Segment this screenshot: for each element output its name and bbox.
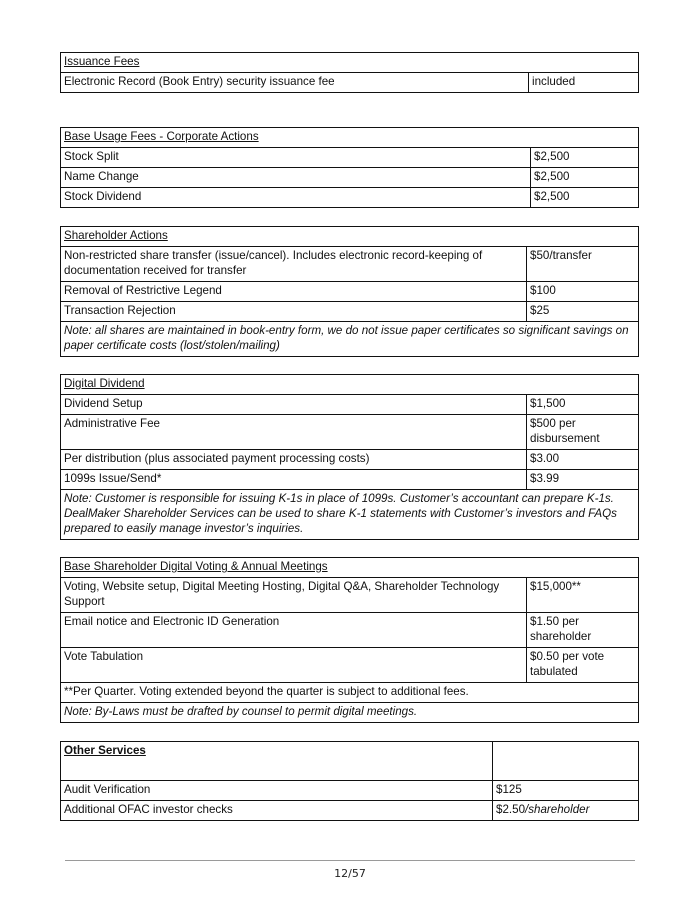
table-header-row (61, 227, 639, 247)
fee-description: Non-restricted share transfer (issue/cancel). Includes electronic record-keeping of documentation received for transfer (61, 247, 527, 282)
fee-amount-unit: /shareholder (525, 803, 590, 816)
table-header-row (61, 742, 639, 781)
fee-amount: $500 per disbursement (527, 415, 639, 450)
fee-description: Audit Verification (61, 781, 493, 801)
table-row (61, 73, 639, 93)
fee-amount: $3.00 (527, 450, 639, 470)
empty-header-cell (493, 742, 639, 781)
table-header-row (61, 375, 639, 395)
corporate-actions-table (60, 127, 639, 208)
section-title (61, 558, 639, 578)
issuance-fees-title: Issuance Fees (64, 55, 140, 68)
fee-amount (493, 801, 639, 821)
fee-description: Email notice and Electronic ID Generation (61, 613, 527, 648)
shareholder-actions-title: Shareholder Actions (64, 229, 168, 242)
note-text: Note: Customer is responsible for issuing K-1s in place of 1099s. Customer’s accountant can prepare K-1s. DealMaker Shareholder Services can be used to share K-1 statements with Customer’s investors and FAQs prepared to easily manage investor’s inquiries. (61, 490, 639, 540)
table-row (61, 302, 639, 322)
table-row (61, 415, 639, 450)
fee-amount: $2,500 (531, 188, 639, 208)
fee-description: Stock Dividend (61, 188, 531, 208)
fee-description: Per distribution (plus associated payment processing costs) (61, 450, 527, 470)
note-row (61, 322, 639, 357)
fee-description: Stock Split (61, 148, 531, 168)
table-row (61, 168, 639, 188)
digital-dividend-title: Digital Dividend (64, 377, 145, 390)
section-title (61, 53, 639, 73)
note-row (61, 490, 639, 540)
shareholder-actions-table (60, 226, 639, 357)
section-title (61, 742, 493, 781)
fee-amount: $3.99 (527, 470, 639, 490)
section-title (61, 227, 639, 247)
fee-amount: $125 (493, 781, 639, 801)
table-row (61, 648, 639, 683)
fee-description: Voting, Website setup, Digital Meeting Hosting, Digital Q&A, Shareholder Technology Support (61, 578, 527, 613)
table-row (61, 247, 639, 282)
fee-description: Dividend Setup (61, 395, 527, 415)
fee-description: 1099s Issue/Send* (61, 470, 527, 490)
fee-amount: $2,500 (531, 168, 639, 188)
footnote-row (61, 683, 639, 703)
table-row (61, 450, 639, 470)
note-text: Note: By-Laws must be drafted by counsel to permit digital meetings. (61, 703, 639, 723)
section-title (61, 375, 639, 395)
table-row (61, 470, 639, 490)
fee-amount: $15,000** (527, 578, 639, 613)
table-row (61, 613, 639, 648)
fee-description: Transaction Rejection (61, 302, 527, 322)
fee-description: Electronic Record (Book Entry) security issuance fee (61, 73, 529, 93)
fee-amount: $50/transfer (527, 247, 639, 282)
footer-divider (65, 860, 635, 861)
table-row (61, 188, 639, 208)
table-row (61, 578, 639, 613)
fee-description: Administrative Fee (61, 415, 527, 450)
table-row (61, 781, 639, 801)
fee-amount: $25 (527, 302, 639, 322)
page-number: 12/57 (334, 867, 366, 880)
other-services-table (60, 741, 639, 821)
table-header-row (61, 53, 639, 73)
table-row (61, 801, 639, 821)
fee-amount: included (529, 73, 639, 93)
footnote-text: **Per Quarter. Voting extended beyond the quarter is subject to additional fees. (61, 683, 639, 703)
fee-description: Removal of Restrictive Legend (61, 282, 527, 302)
fee-amount-value: $2.50 (496, 803, 526, 816)
fee-amount: $1.50 per shareholder (527, 613, 639, 648)
issuance-fees-table (60, 52, 639, 93)
fee-amount: $2,500 (531, 148, 639, 168)
voting-meetings-title: Base Shareholder Digital Voting & Annual Meetings (64, 560, 328, 573)
fee-description: Vote Tabulation (61, 648, 527, 683)
table-row (61, 395, 639, 415)
note-row (61, 703, 639, 723)
table-row (61, 282, 639, 302)
table-header-row (61, 558, 639, 578)
digital-dividend-table (60, 374, 639, 540)
other-services-title: Other Services (64, 744, 146, 757)
fee-amount: $1,500 (527, 395, 639, 415)
fee-description: Name Change (61, 168, 531, 188)
section-title (61, 128, 639, 148)
voting-meetings-table (60, 557, 639, 723)
fee-description: Additional OFAC investor checks (61, 801, 493, 821)
table-header-row (61, 128, 639, 148)
fee-amount: $0.50 per vote tabulated (527, 648, 639, 683)
corporate-actions-title: Base Usage Fees - Corporate Actions (64, 130, 259, 143)
note-text: Note: all shares are maintained in book-entry form, we do not issue paper certificates so significant savings on paper certificate costs (lost/stolen/mailing) (61, 322, 639, 357)
table-row (61, 148, 639, 168)
fee-amount: $100 (527, 282, 639, 302)
